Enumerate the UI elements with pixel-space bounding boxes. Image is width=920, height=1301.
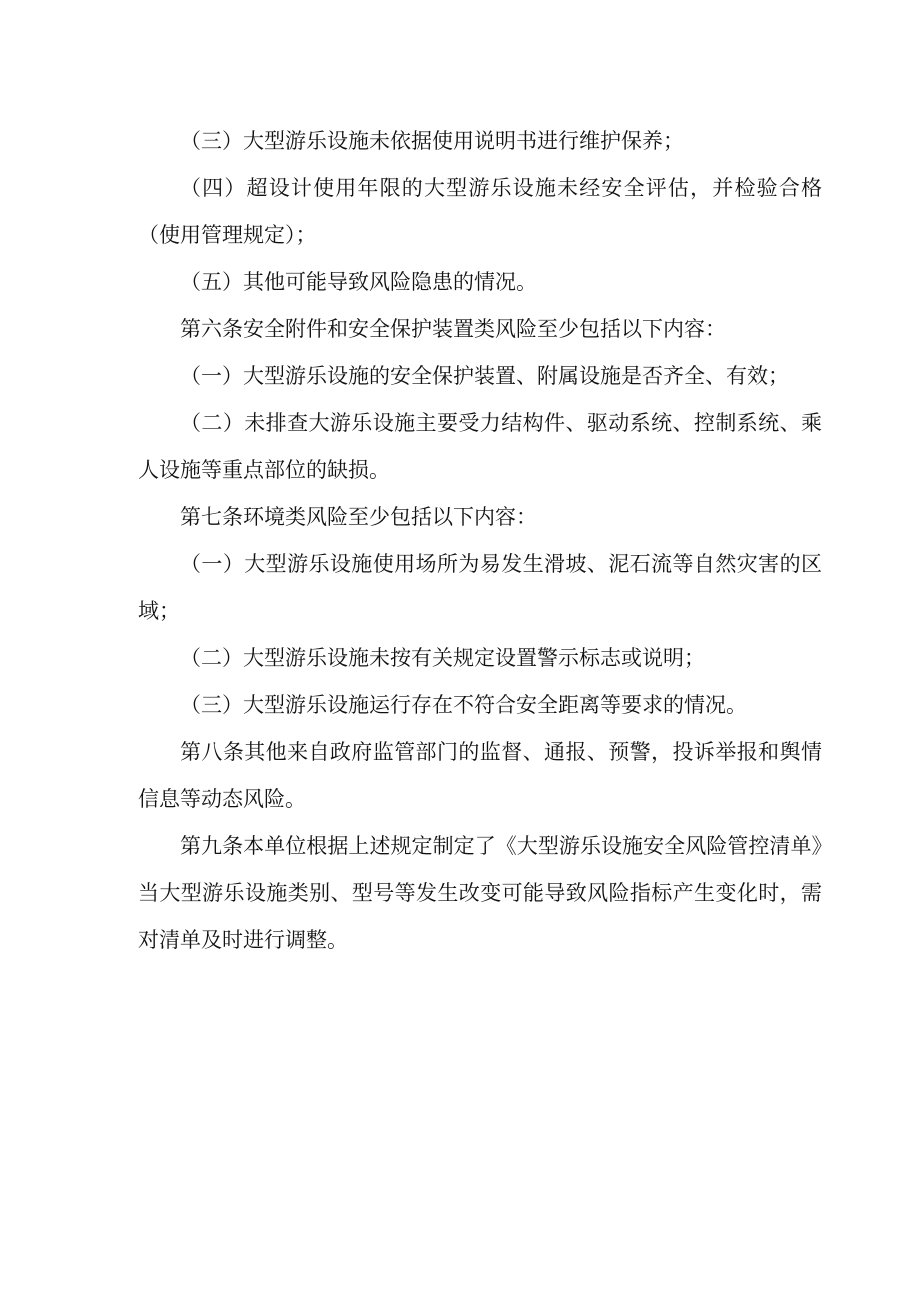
paragraph-warning-sign-item: （二）大型游乐设施未按有关规定设置警示标志或说明；: [180, 646, 705, 670]
paragraph-article-8: 第八条其他来自政府监管部门的监督、通报、预警，投诉举报和舆情信息等动态风险。: [138, 740, 822, 811]
paragraph-article-6: 第六条安全附件和安全保护装置类风险至少包括以下内容：: [180, 317, 726, 341]
paragraph-article-9: 第九条本单位根据上述规定制定了《大型游乐设施安全风险管控清单》当大型游乐设施类别、型号等发生改变可能导致风险指标产生变化时，需对清单及时进行调整。: [138, 834, 822, 952]
paragraph-structure-check-item: （二）未排查大游乐设施主要受力结构件、驱动系统、控制系统、乘人设施等重点部位的缺损。: [138, 411, 822, 482]
paragraph-site-hazard-item: （一）大型游乐设施使用场所为易发生滑坡、泥石流等自然灾害的区域；: [138, 552, 822, 623]
paragraph-maintenance-item: （三）大型游乐设施未依据使用说明书进行维护保养；: [180, 129, 684, 153]
paragraph-article-7: 第七条环境类风险至少包括以下内容：: [180, 505, 537, 529]
paragraph-other-risk-item: （五）其他可能导致风险隐患的情况。: [180, 270, 537, 294]
paragraph-protection-device-item: （一）大型游乐设施的安全保护装置、附属设施是否齐全、有效；: [180, 364, 789, 388]
paragraph-service-life-item: （四）超设计使用年限的大型游乐设施未经安全评估，并检验合格（使用管理规定）；: [138, 176, 822, 247]
document-body: [138, 118, 822, 964]
paragraph-safety-distance-item: （三）大型游乐设施运行存在不符合安全距离等要求的情况。: [180, 693, 747, 717]
